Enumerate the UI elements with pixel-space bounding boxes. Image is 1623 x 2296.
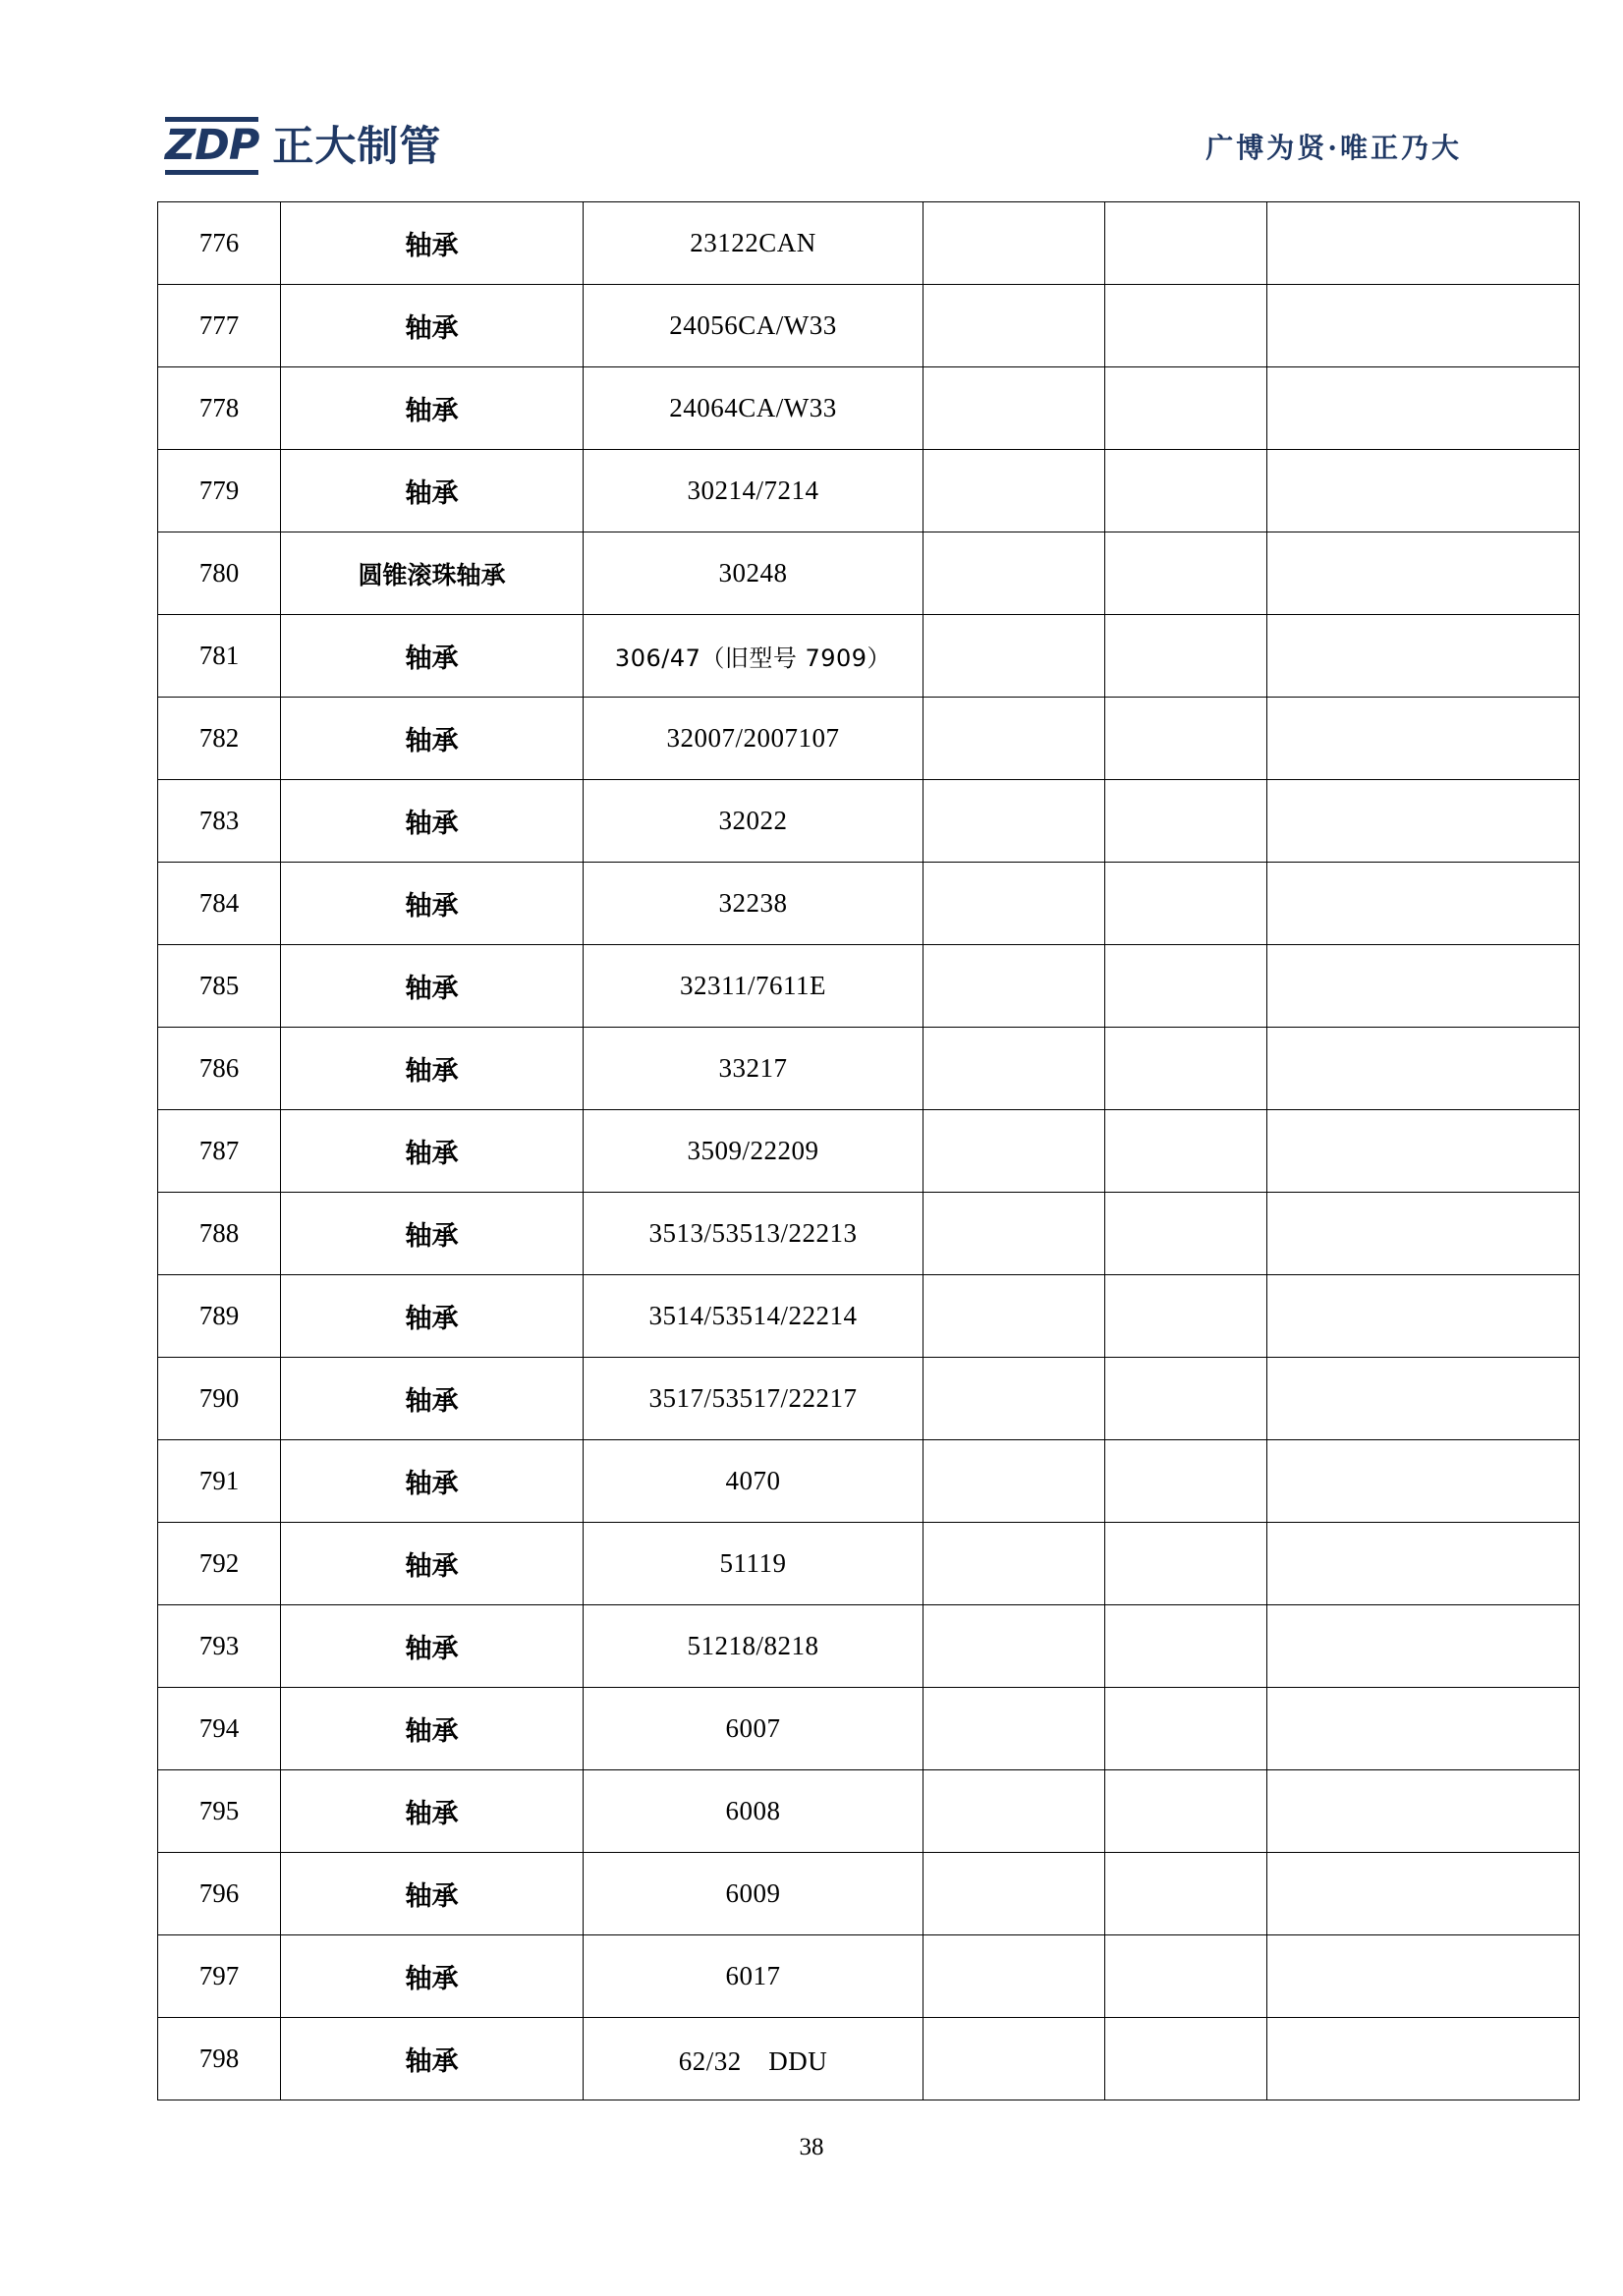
row-empty-1 [923, 1935, 1105, 2018]
row-empty-3 [1267, 532, 1580, 615]
row-empty-2 [1105, 2018, 1267, 2100]
row-name: 轴承 [281, 1935, 584, 2018]
row-empty-1 [923, 1110, 1105, 1193]
row-empty-1 [923, 698, 1105, 780]
row-name: 轴承 [281, 285, 584, 367]
row-empty-3 [1267, 863, 1580, 945]
row-name: 轴承 [281, 1605, 584, 1688]
row-empty-3 [1267, 1688, 1580, 1770]
row-empty-1 [923, 532, 1105, 615]
row-empty-2 [1105, 367, 1267, 450]
row-empty-1 [923, 945, 1105, 1028]
row-index: 795 [158, 1770, 281, 1853]
row-empty-1 [923, 285, 1105, 367]
row-empty-2 [1105, 285, 1267, 367]
row-empty-2 [1105, 780, 1267, 863]
row-model: 62/32 DDU [584, 2018, 923, 2100]
company-slogan: 广博为贤·唯正乃大 [1205, 132, 1462, 164]
row-index: 791 [158, 1440, 281, 1523]
row-name: 轴承 [281, 615, 584, 698]
row-empty-3 [1267, 2018, 1580, 2100]
parts-table [157, 201, 1580, 2100]
row-empty-1 [923, 780, 1105, 863]
row-empty-2 [1105, 698, 1267, 780]
row-empty-3 [1267, 1193, 1580, 1275]
row-empty-3 [1267, 1275, 1580, 1358]
row-name: 轴承 [281, 1110, 584, 1193]
row-index: 787 [158, 1110, 281, 1193]
row-name: 轴承 [281, 1275, 584, 1358]
row-model: 6007 [584, 1688, 923, 1770]
row-name: 轴承 [281, 2018, 584, 2100]
row-model: 3509/22209 [584, 1110, 923, 1193]
table-row [158, 532, 1580, 615]
row-empty-2 [1105, 1028, 1267, 1110]
table-row [158, 1193, 1580, 1275]
table-row [158, 2018, 1580, 2100]
row-empty-2 [1105, 1523, 1267, 1605]
row-empty-3 [1267, 1935, 1580, 2018]
row-empty-2 [1105, 1770, 1267, 1853]
row-empty-2 [1105, 1853, 1267, 1935]
row-empty-2 [1105, 1358, 1267, 1440]
row-empty-3 [1267, 1110, 1580, 1193]
row-model: 32311/7611E [584, 945, 923, 1028]
row-empty-1 [923, 1853, 1105, 1935]
table-row [158, 615, 1580, 698]
row-empty-1 [923, 1358, 1105, 1440]
row-empty-2 [1105, 1275, 1267, 1358]
row-model: 24056CA/W33 [584, 285, 923, 367]
row-empty-2 [1105, 945, 1267, 1028]
row-model: 51218/8218 [584, 1605, 923, 1688]
row-empty-3 [1267, 615, 1580, 698]
row-name: 轴承 [281, 1770, 584, 1853]
row-index: 776 [158, 202, 281, 285]
row-empty-2 [1105, 615, 1267, 698]
table-row [158, 367, 1580, 450]
row-empty-2 [1105, 1440, 1267, 1523]
row-index: 792 [158, 1523, 281, 1605]
row-model: 4070 [584, 1440, 923, 1523]
row-model: 33217 [584, 1028, 923, 1110]
row-empty-2 [1105, 1688, 1267, 1770]
row-empty-2 [1105, 1110, 1267, 1193]
page-header [165, 116, 1462, 177]
row-empty-3 [1267, 1440, 1580, 1523]
row-empty-3 [1267, 780, 1580, 863]
table-row [158, 1523, 1580, 1605]
row-name: 轴承 [281, 698, 584, 780]
row-model: 32238 [584, 863, 923, 945]
table-row [158, 945, 1580, 1028]
table-row [158, 1605, 1580, 1688]
row-model: 32022 [584, 780, 923, 863]
row-empty-1 [923, 1523, 1105, 1605]
row-name: 轴承 [281, 1688, 584, 1770]
row-empty-2 [1105, 1935, 1267, 2018]
row-empty-1 [923, 1440, 1105, 1523]
row-name: 轴承 [281, 1853, 584, 1935]
row-model: 24064CA/W33 [584, 367, 923, 450]
row-index: 798 [158, 2018, 281, 2100]
table-row [158, 1935, 1580, 2018]
row-name: 轴承 [281, 1358, 584, 1440]
row-empty-1 [923, 1770, 1105, 1853]
row-index: 793 [158, 1605, 281, 1688]
row-model: 6009 [584, 1853, 923, 1935]
row-model: 30248 [584, 532, 923, 615]
row-empty-1 [923, 1688, 1105, 1770]
row-model: 32007/2007107 [584, 698, 923, 780]
row-name: 轴承 [281, 367, 584, 450]
row-model: 3513/53513/22213 [584, 1193, 923, 1275]
logo-bar-bottom [165, 170, 258, 175]
row-index: 781 [158, 615, 281, 698]
row-index: 788 [158, 1193, 281, 1275]
row-name: 轴承 [281, 1028, 584, 1110]
logo-abbr-mark [165, 115, 258, 179]
row-index: 778 [158, 367, 281, 450]
logo-abbr-text: ZDP [165, 120, 259, 170]
row-name: 轴承 [281, 945, 584, 1028]
row-empty-2 [1105, 1605, 1267, 1688]
row-index: 780 [158, 532, 281, 615]
row-empty-1 [923, 1275, 1105, 1358]
row-index: 796 [158, 1853, 281, 1935]
table-row [158, 1110, 1580, 1193]
row-index: 789 [158, 1275, 281, 1358]
row-name: 轴承 [281, 202, 584, 285]
table-row [158, 1028, 1580, 1110]
row-index: 779 [158, 450, 281, 532]
row-index: 786 [158, 1028, 281, 1110]
table-row [158, 202, 1580, 285]
row-empty-2 [1105, 450, 1267, 532]
row-empty-3 [1267, 202, 1580, 285]
row-index: 782 [158, 698, 281, 780]
row-index: 794 [158, 1688, 281, 1770]
row-index: 790 [158, 1358, 281, 1440]
row-index: 783 [158, 780, 281, 863]
row-empty-1 [923, 863, 1105, 945]
row-empty-3 [1267, 698, 1580, 780]
table-row [158, 450, 1580, 532]
row-index: 797 [158, 1935, 281, 2018]
table-row [158, 1275, 1580, 1358]
row-empty-3 [1267, 367, 1580, 450]
logo-company-name: 正大制管 [272, 122, 442, 170]
row-empty-1 [923, 450, 1105, 532]
row-empty-1 [923, 202, 1105, 285]
row-empty-1 [923, 1028, 1105, 1110]
page-footer [0, 2134, 1623, 2161]
page-number: 38 [799, 2134, 824, 2160]
row-name: 轴承 [281, 1440, 584, 1523]
row-empty-3 [1267, 1605, 1580, 1688]
row-name: 轴承 [281, 450, 584, 532]
row-name: 圆锥滚珠轴承 [281, 532, 584, 615]
row-index: 785 [158, 945, 281, 1028]
row-empty-3 [1267, 1523, 1580, 1605]
table-row [158, 1688, 1580, 1770]
row-model: 3517/53517/22217 [584, 1358, 923, 1440]
row-empty-2 [1105, 1193, 1267, 1275]
row-model: 30214/7214 [584, 450, 923, 532]
row-empty-2 [1105, 532, 1267, 615]
table-row [158, 698, 1580, 780]
table-row [158, 1770, 1580, 1853]
row-index: 777 [158, 285, 281, 367]
row-empty-2 [1105, 202, 1267, 285]
table-row [158, 780, 1580, 863]
row-model: 51119 [584, 1523, 923, 1605]
row-name: 轴承 [281, 863, 584, 945]
row-name: 轴承 [281, 1523, 584, 1605]
row-empty-3 [1267, 1770, 1580, 1853]
row-empty-1 [923, 615, 1105, 698]
parts-table-wrapper [157, 201, 1471, 2100]
row-empty-1 [923, 1193, 1105, 1275]
row-empty-1 [923, 367, 1105, 450]
row-empty-3 [1267, 945, 1580, 1028]
company-logo [165, 115, 441, 179]
row-empty-3 [1267, 1358, 1580, 1440]
table-row [158, 1440, 1580, 1523]
row-empty-1 [923, 1605, 1105, 1688]
row-empty-2 [1105, 863, 1267, 945]
row-empty-3 [1267, 285, 1580, 367]
table-row [158, 863, 1580, 945]
row-model: 23122CAN [584, 202, 923, 285]
row-empty-3 [1267, 1028, 1580, 1110]
row-empty-3 [1267, 450, 1580, 532]
row-name: 轴承 [281, 780, 584, 863]
row-name: 轴承 [281, 1193, 584, 1275]
row-model: 306/47（旧型号 7909） [584, 615, 923, 698]
row-empty-1 [923, 2018, 1105, 2100]
row-model: 6008 [584, 1770, 923, 1853]
table-row [158, 285, 1580, 367]
row-model: 6017 [584, 1935, 923, 2018]
row-index: 784 [158, 863, 281, 945]
table-row [158, 1358, 1580, 1440]
parts-table-body [158, 202, 1580, 2100]
row-model: 3514/53514/22214 [584, 1275, 923, 1358]
table-row [158, 1853, 1580, 1935]
row-empty-3 [1267, 1853, 1580, 1935]
